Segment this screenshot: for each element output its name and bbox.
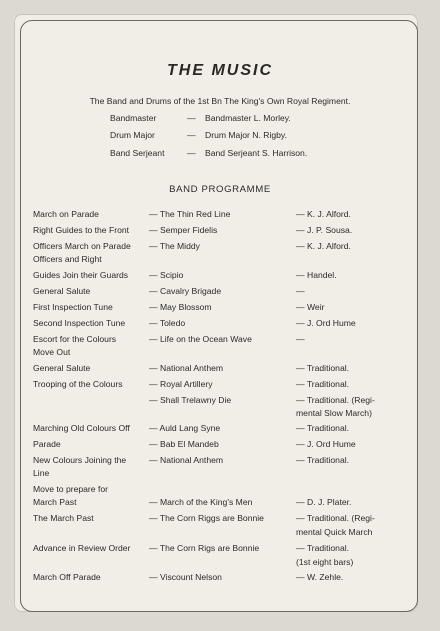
- composer-cell: — D. J. Plater.: [296, 497, 352, 507]
- composer-cell: mental Quick March: [296, 527, 373, 537]
- composer-cell: —: [296, 334, 305, 344]
- composer-cell: — J. P. Sousa.: [296, 225, 353, 235]
- occasion-cell: March Past: [33, 497, 77, 507]
- occasion-cell: Marching Old Colours Off: [33, 423, 130, 433]
- occasion-cell: General Salute: [33, 363, 91, 373]
- tune-cell: — National Anthem: [149, 363, 224, 373]
- tune-cell: — March of the King's Men: [149, 497, 253, 507]
- tune-cell: — Shall Trelawny Die: [149, 395, 232, 405]
- programme-title: BAND PROGRAMME: [169, 184, 271, 195]
- composer-cell: — Traditional.: [296, 455, 350, 465]
- occasion-cell: Officers March on Parade: [33, 241, 131, 251]
- staff-name: Band Serjeant S. Harrison.: [205, 148, 308, 158]
- tune-cell: — Bab El Mandeb: [149, 439, 219, 449]
- occasion-cell: New Colours Joining the: [33, 455, 127, 465]
- page-title: THE MUSIC: [167, 62, 273, 79]
- tune-cell: — May Blossom: [149, 302, 212, 312]
- occasion-cell: Escort for the Colours: [33, 334, 117, 344]
- tune-cell: — The Thin Red Line: [149, 209, 231, 219]
- occasion-cell: Line: [33, 468, 50, 478]
- staff-dash: —: [187, 113, 196, 123]
- staff-dash: —: [187, 130, 196, 140]
- composer-cell: (1st eight bars): [296, 557, 354, 567]
- tune-cell: — Cavalry Brigade: [149, 286, 222, 296]
- occasion-cell: The March Past: [33, 513, 94, 523]
- composer-cell: — Traditional.: [296, 543, 350, 553]
- composer-cell: — Traditional. (Regi-: [296, 395, 375, 405]
- occasion-cell: March Off Parade: [33, 572, 101, 582]
- staff-role: Band Serjeant: [110, 148, 165, 158]
- occasion-cell: March on Parade: [33, 209, 99, 219]
- tune-cell: — Life on the Ocean Wave: [149, 334, 252, 344]
- staff-name: Drum Major N. Rigby.: [205, 130, 287, 140]
- composer-cell: — Traditional.: [296, 363, 350, 373]
- band-line: The Band and Drums of the 1st Bn The King's Own Royal Regiment.: [89, 96, 351, 106]
- composer-cell: — Handel.: [296, 270, 337, 280]
- occasion-cell: General Salute: [33, 286, 91, 296]
- tune-cell: — Viscount Nelson: [149, 572, 222, 582]
- occasion-cell: Guides Join their Guards: [33, 270, 129, 280]
- staff-role: Bandmaster: [110, 113, 157, 123]
- occasion-cell: Right Guides to the Front: [33, 225, 130, 235]
- page-border: [20, 20, 418, 612]
- occasion-cell: Move Out: [33, 347, 71, 357]
- composer-cell: — J. Ord Hume: [296, 439, 356, 449]
- tune-cell: — Scipio: [149, 270, 184, 280]
- staff-dash: —: [187, 148, 196, 158]
- composer-cell: — Traditional. (Regi-: [296, 513, 375, 523]
- composer-cell: — Weir: [296, 302, 325, 312]
- composer-cell: — K. J. Alford.: [296, 209, 351, 219]
- occasion-cell: Move to prepare for: [33, 484, 108, 494]
- tune-cell: — Toledo: [149, 318, 186, 328]
- occasion-cell: Officers and Right: [33, 254, 102, 264]
- occasion-cell: Advance in Review Order: [33, 543, 131, 553]
- tune-cell: — National Anthem: [149, 455, 224, 465]
- staff-name: Bandmaster L. Morley.: [205, 113, 291, 123]
- occasion-cell: Second Inspection Tune: [33, 318, 126, 328]
- occasion-cell: Trooping of the Colours: [33, 379, 123, 389]
- composer-cell: — K. J. Alford.: [296, 241, 351, 251]
- tune-cell: — The Corn Rigs are Bonnie: [149, 543, 260, 553]
- occasion-cell: Parade: [33, 439, 61, 449]
- staff-role: Drum Major: [110, 130, 155, 140]
- tune-cell: — The Middy: [149, 241, 200, 251]
- tune-cell: — The Corn Riggs are Bonnie: [149, 513, 264, 523]
- composer-cell: —: [296, 286, 305, 296]
- composer-cell: — Traditional.: [296, 423, 350, 433]
- occasion-cell: First Inspection Tune: [33, 302, 113, 312]
- composer-cell: — Traditional.: [296, 379, 350, 389]
- composer-cell: — J. Ord Hume: [296, 318, 356, 328]
- tune-cell: — Auld Lang Syne: [149, 423, 221, 433]
- tune-cell: — Royal Artillery: [149, 379, 213, 389]
- tune-cell: — Semper Fidelis: [149, 225, 218, 235]
- composer-cell: mental Slow March): [296, 408, 372, 418]
- composer-cell: — W. Zehle.: [296, 572, 344, 582]
